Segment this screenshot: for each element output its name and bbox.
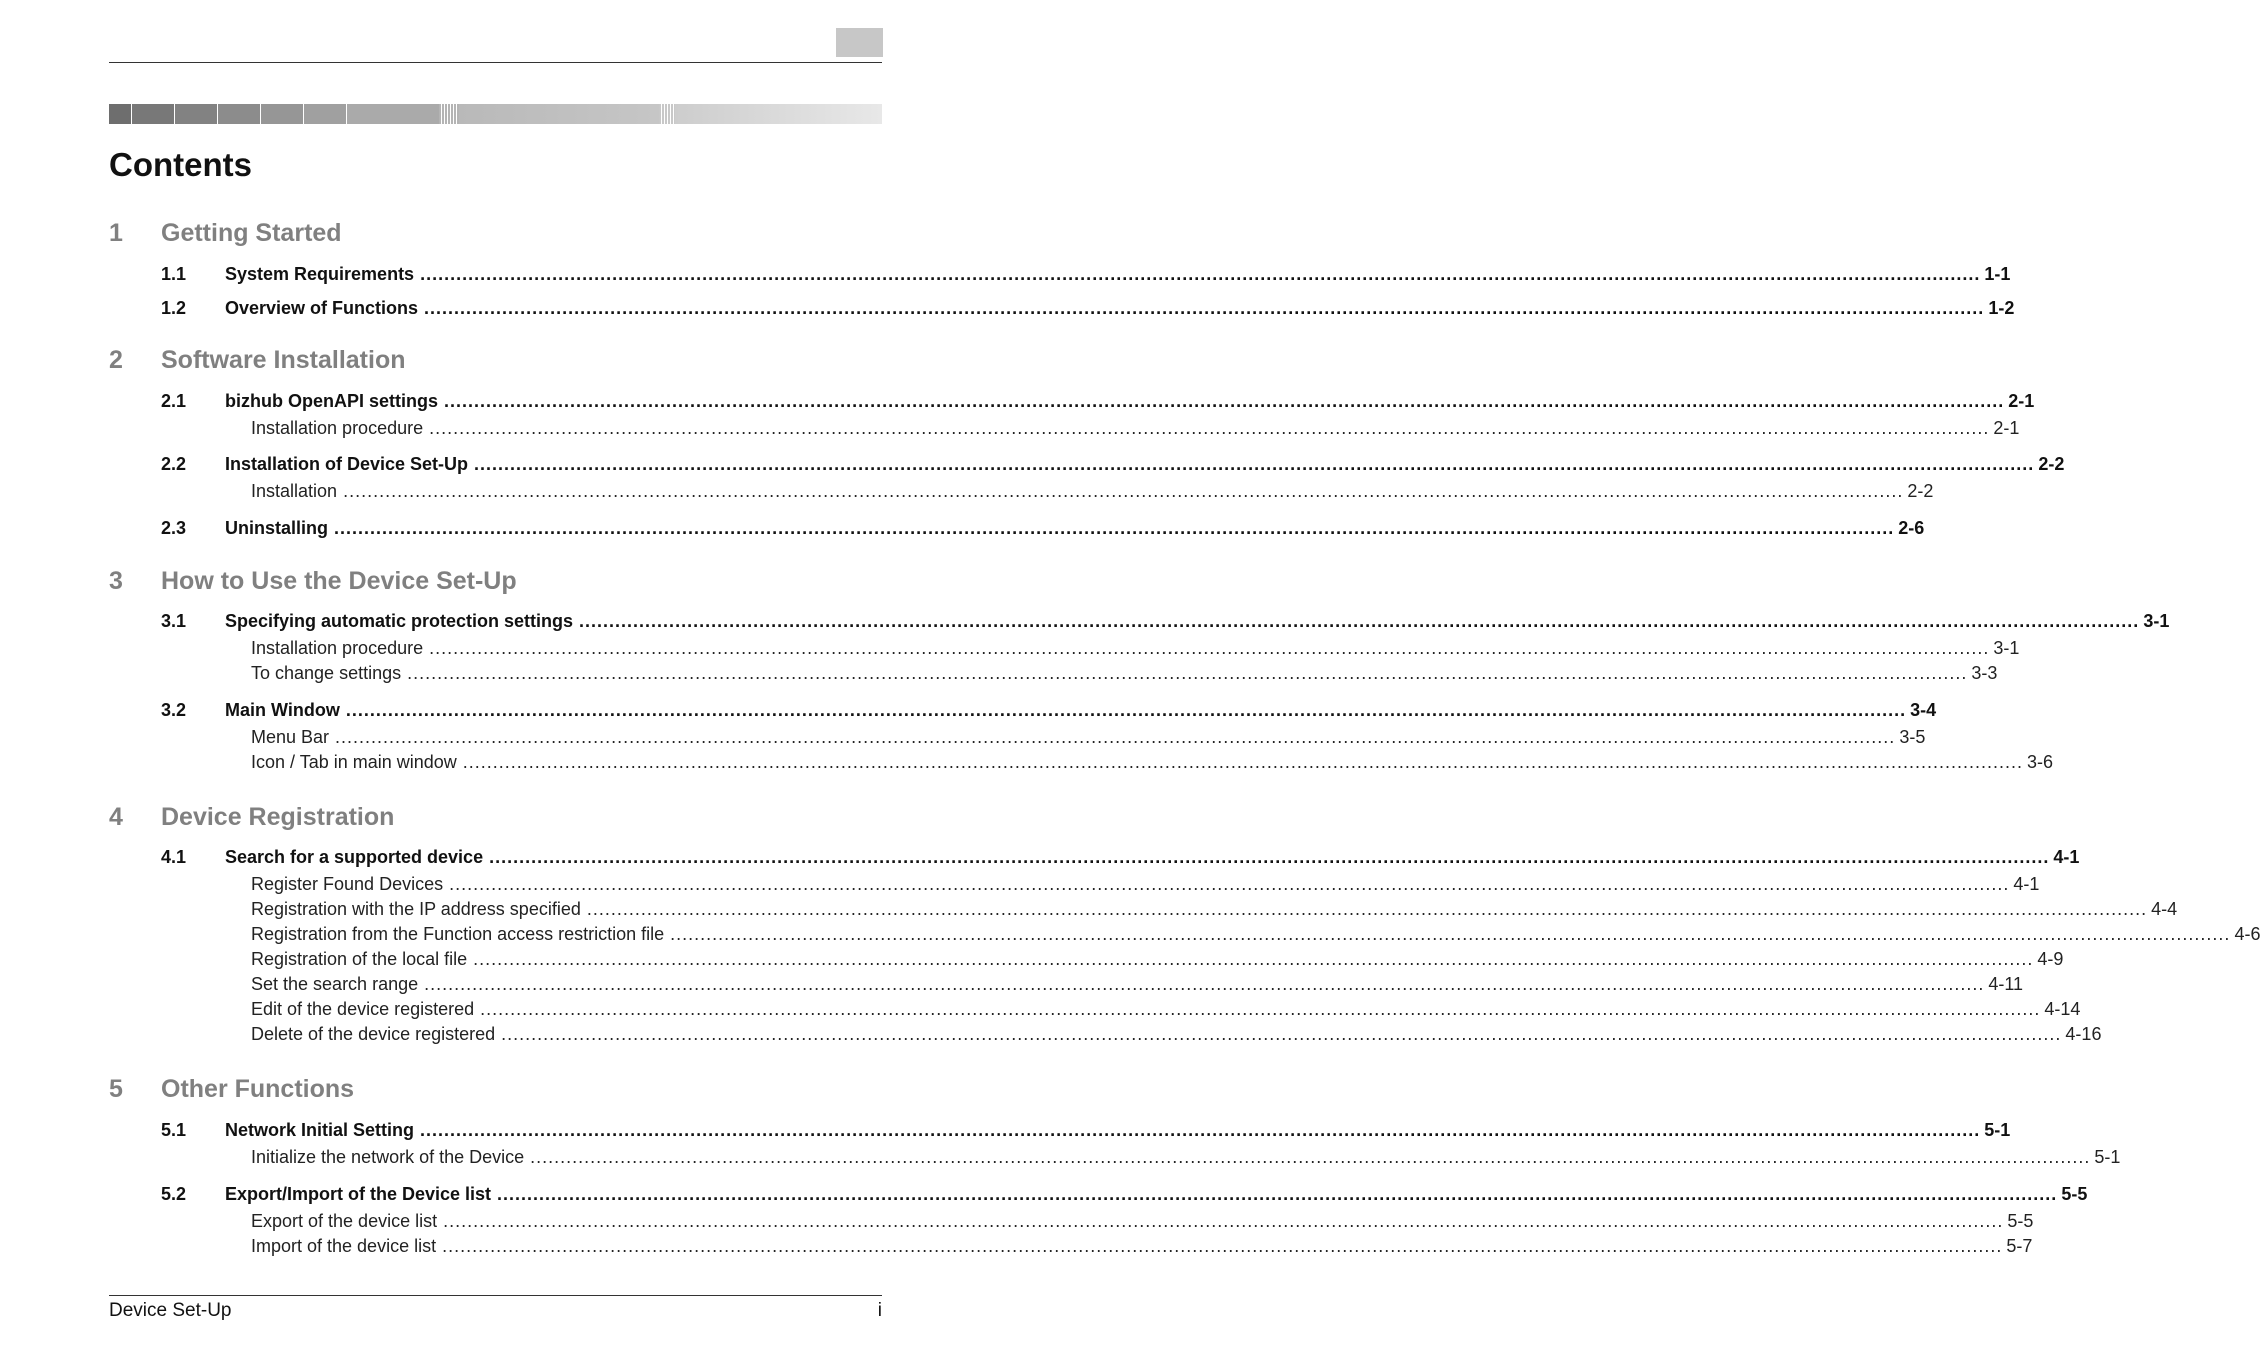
dot-leader: .................................................................................................................................................................................................................................................................... [334,518,1895,538]
dot-leader: .................................................................................................................................................................................................................................................................... [501,1024,2062,1044]
section-number: 2.2 [161,454,187,474]
toc-subsection-entry[interactable] [251,661,1998,685]
section-page: 2-6 [1898,518,1925,538]
subsection-page: 4-4 [2151,899,2178,919]
section-page: 3-4 [1910,700,1937,720]
footer-page-number: i [877,1300,882,1321]
chapter-title: Other Functions [161,1075,355,1103]
dot-leader: .................................................................................................................................................................................................................................................................... [480,999,2041,1019]
corner-tab-decoration [836,28,883,57]
decorative-gradient-bar [109,104,882,124]
chapter-number: 2 [109,346,123,374]
toc-section-entry[interactable] [161,516,1925,540]
toc-subsection-entry[interactable] [251,972,2024,996]
toc-section-entry[interactable] [161,1118,2011,1142]
section-title: Specifying automatic protection settings [225,611,574,631]
section-page: 2-2 [2038,454,2065,474]
toc-subsection-entry[interactable] [251,725,1926,749]
subsection-title: Set the search range [251,974,419,994]
dot-leader: .................................................................................................................................................................................................................................................................... [420,1120,1981,1140]
section-number: 1.2 [161,298,187,318]
dot-leader: .................................................................................................................................................................................................................................................................... [474,454,2035,474]
subsection-title: Delete of the device registered [251,1024,496,1044]
footer-rule [109,1295,882,1296]
subsection-title: Registration of the local file [251,949,468,969]
dot-leader: .................................................................................................................................................................................................................................................................... [442,1236,2003,1256]
toc-section-entry[interactable] [161,845,2080,869]
chapter-heading [109,801,882,833]
section-title: System Requirements [225,264,415,284]
section-page: 5-1 [1984,1120,2011,1140]
section-number: 2.3 [161,518,187,538]
subsection-title: Installation [251,481,338,501]
section-title: bizhub OpenAPI settings [225,391,439,411]
section-title: Network Initial Setting [225,1120,415,1140]
subsection-title: Register Found Devices [251,874,444,894]
subsection-page: 3-6 [2027,752,2054,772]
dot-leader: .................................................................................................................................................................................................................................................................... [424,974,1985,994]
section-number: 1.1 [161,264,187,284]
dot-leader: .................................................................................................................................................................................................................................................................... [335,727,1896,747]
dot-leader: .................................................................................................................................................................................................................................................................... [424,298,1985,318]
subsection-page: 4-16 [2065,1024,2102,1044]
subsection-title: To change settings [251,663,402,683]
toc-subsection-entry[interactable] [251,1209,2034,1233]
toc-subsection-entry[interactable] [251,479,1934,503]
subsection-title: Registration from the Function access restriction file [251,924,665,944]
subsection-page: 4-1 [2013,874,2040,894]
toc-section-entry[interactable] [161,296,2015,320]
chapter-title: Software Installation [161,346,406,374]
toc-subsection-entry[interactable] [251,897,2178,921]
section-title: Installation of Device Set-Up [225,454,469,474]
dot-leader: .................................................................................................................................................................................................................................................................... [670,924,2231,944]
chapter-title: Device Registration [161,803,395,831]
chapter-number: 5 [109,1075,123,1103]
subsection-page: 2-1 [1993,418,2020,438]
subsection-page: 5-7 [2006,1236,2033,1256]
toc-section-entry[interactable] [161,452,2065,476]
toc-section-entry[interactable] [161,262,2011,286]
subsection-page: 2-2 [1907,481,1934,501]
toc-subsection-entry[interactable] [251,636,2020,660]
subsection-page: 5-5 [2007,1211,2034,1231]
subsection-page: 4-6 [2234,924,2260,944]
section-page: 4-1 [2053,847,2080,867]
dot-leader: .................................................................................................................................................................................................................................................................... [420,264,1981,284]
subsection-title: Initialize the network of the Device [251,1147,525,1167]
dot-leader: .................................................................................................................................................................................................................................................................... [530,1147,2091,1167]
dot-leader: .................................................................................................................................................................................................................................................................... [462,752,2024,772]
dot-leader: .................................................................................................................................................................................................................................................................... [345,700,1907,720]
dot-leader: .................................................................................................................................................................................................................................................................... [473,949,2034,969]
chapter-heading [109,217,882,249]
toc-subsection-entry[interactable] [251,1145,2121,1169]
section-page: 2-1 [2008,391,2035,411]
toc-subsection-entry[interactable] [251,997,2081,1021]
section-number: 4.1 [161,847,187,867]
section-page: 1-2 [1988,298,2015,318]
toc-section-entry[interactable] [161,389,2035,413]
section-number: 5.1 [161,1120,187,1140]
page-title: Contents [109,146,252,183]
section-title: Overview of Functions [225,298,419,318]
toc-subsection-entry[interactable] [251,922,2260,946]
dot-leader: .................................................................................................................................................................................................................................................................... [497,1184,2058,1204]
section-title: Export/Import of the Device list [225,1184,492,1204]
toc-subsection-entry[interactable] [251,1022,2102,1046]
subsection-title: Installation procedure [251,638,424,658]
section-title: Search for a supported device [225,847,484,867]
subsection-page: 5-1 [2094,1147,2121,1167]
dot-leader: .................................................................................................................................................................................................................................................................... [343,481,1904,501]
section-page: 5-5 [2061,1184,2088,1204]
chapter-number: 3 [109,567,123,595]
subsection-page: 4-11 [1988,974,2024,994]
subsection-title: Icon / Tab in main window [251,752,457,772]
toc-subsection-entry[interactable] [251,416,2020,440]
subsection-title: Import of the device list [251,1236,437,1256]
subsection-title: Edit of the device registered [251,999,475,1019]
subsection-title: Export of the device list [251,1211,438,1231]
subsection-page: 3-3 [1971,663,1998,683]
dot-leader: .................................................................................................................................................................................................................................................................... [429,418,1990,438]
footer-document-title: Device Set-Up [109,1300,232,1321]
section-number: 3.2 [161,700,187,720]
dot-leader: .................................................................................................................................................................................................................................................................... [489,847,2050,867]
section-number: 2.1 [161,391,187,411]
section-number: 3.1 [161,611,187,631]
dot-leader: .................................................................................................................................................................................................................................................................... [449,874,2010,894]
chapter-heading [109,1073,882,1105]
subsection-page: 3-5 [1899,727,1926,747]
toc-subsection-entry[interactable] [251,750,2054,774]
subsection-page: 4-14 [2044,999,2081,1019]
dot-leader: .................................................................................................................................................................................................................................................................... [579,611,2140,631]
toc-subsection-entry[interactable] [251,872,2040,896]
chapter-title: How to Use the Device Set-Up [161,567,517,595]
toc-subsection-entry[interactable] [251,947,2064,971]
chapter-number: 4 [109,803,123,831]
header-rule [109,62,882,63]
dot-leader: .................................................................................................................................................................................................................................................................... [407,663,1968,683]
section-page: 1-1 [1984,264,2011,284]
toc-section-entry[interactable] [161,1182,2088,1206]
chapter-heading [109,565,882,597]
subsection-page: 3-1 [1993,638,2020,658]
chapter-heading [109,344,882,376]
chapter-number: 1 [109,219,123,247]
chapter-title: Getting Started [161,219,342,247]
dot-leader: .................................................................................................................................................................................................................................................................... [444,391,2005,411]
toc-subsection-entry[interactable] [251,1234,2033,1258]
section-page: 3-1 [2143,611,2170,631]
subsection-title: Menu Bar [251,727,330,747]
section-number: 5.2 [161,1184,187,1204]
dot-leader: .................................................................................................................................................................................................................................................................... [429,638,1990,658]
toc-section-entry[interactable] [161,698,1937,722]
subsection-title: Registration with the IP address specified [251,899,581,919]
dot-leader: .................................................................................................................................................................................................................................................................... [443,1211,2004,1231]
dot-leader: .................................................................................................................................................................................................................................................................... [586,899,2148,919]
section-title: Main Window [225,700,340,720]
toc-section-entry[interactable] [161,609,2170,633]
subsection-page: 4-9 [2037,949,2064,969]
section-title: Uninstalling [225,518,328,538]
subsection-title: Installation procedure [251,418,424,438]
